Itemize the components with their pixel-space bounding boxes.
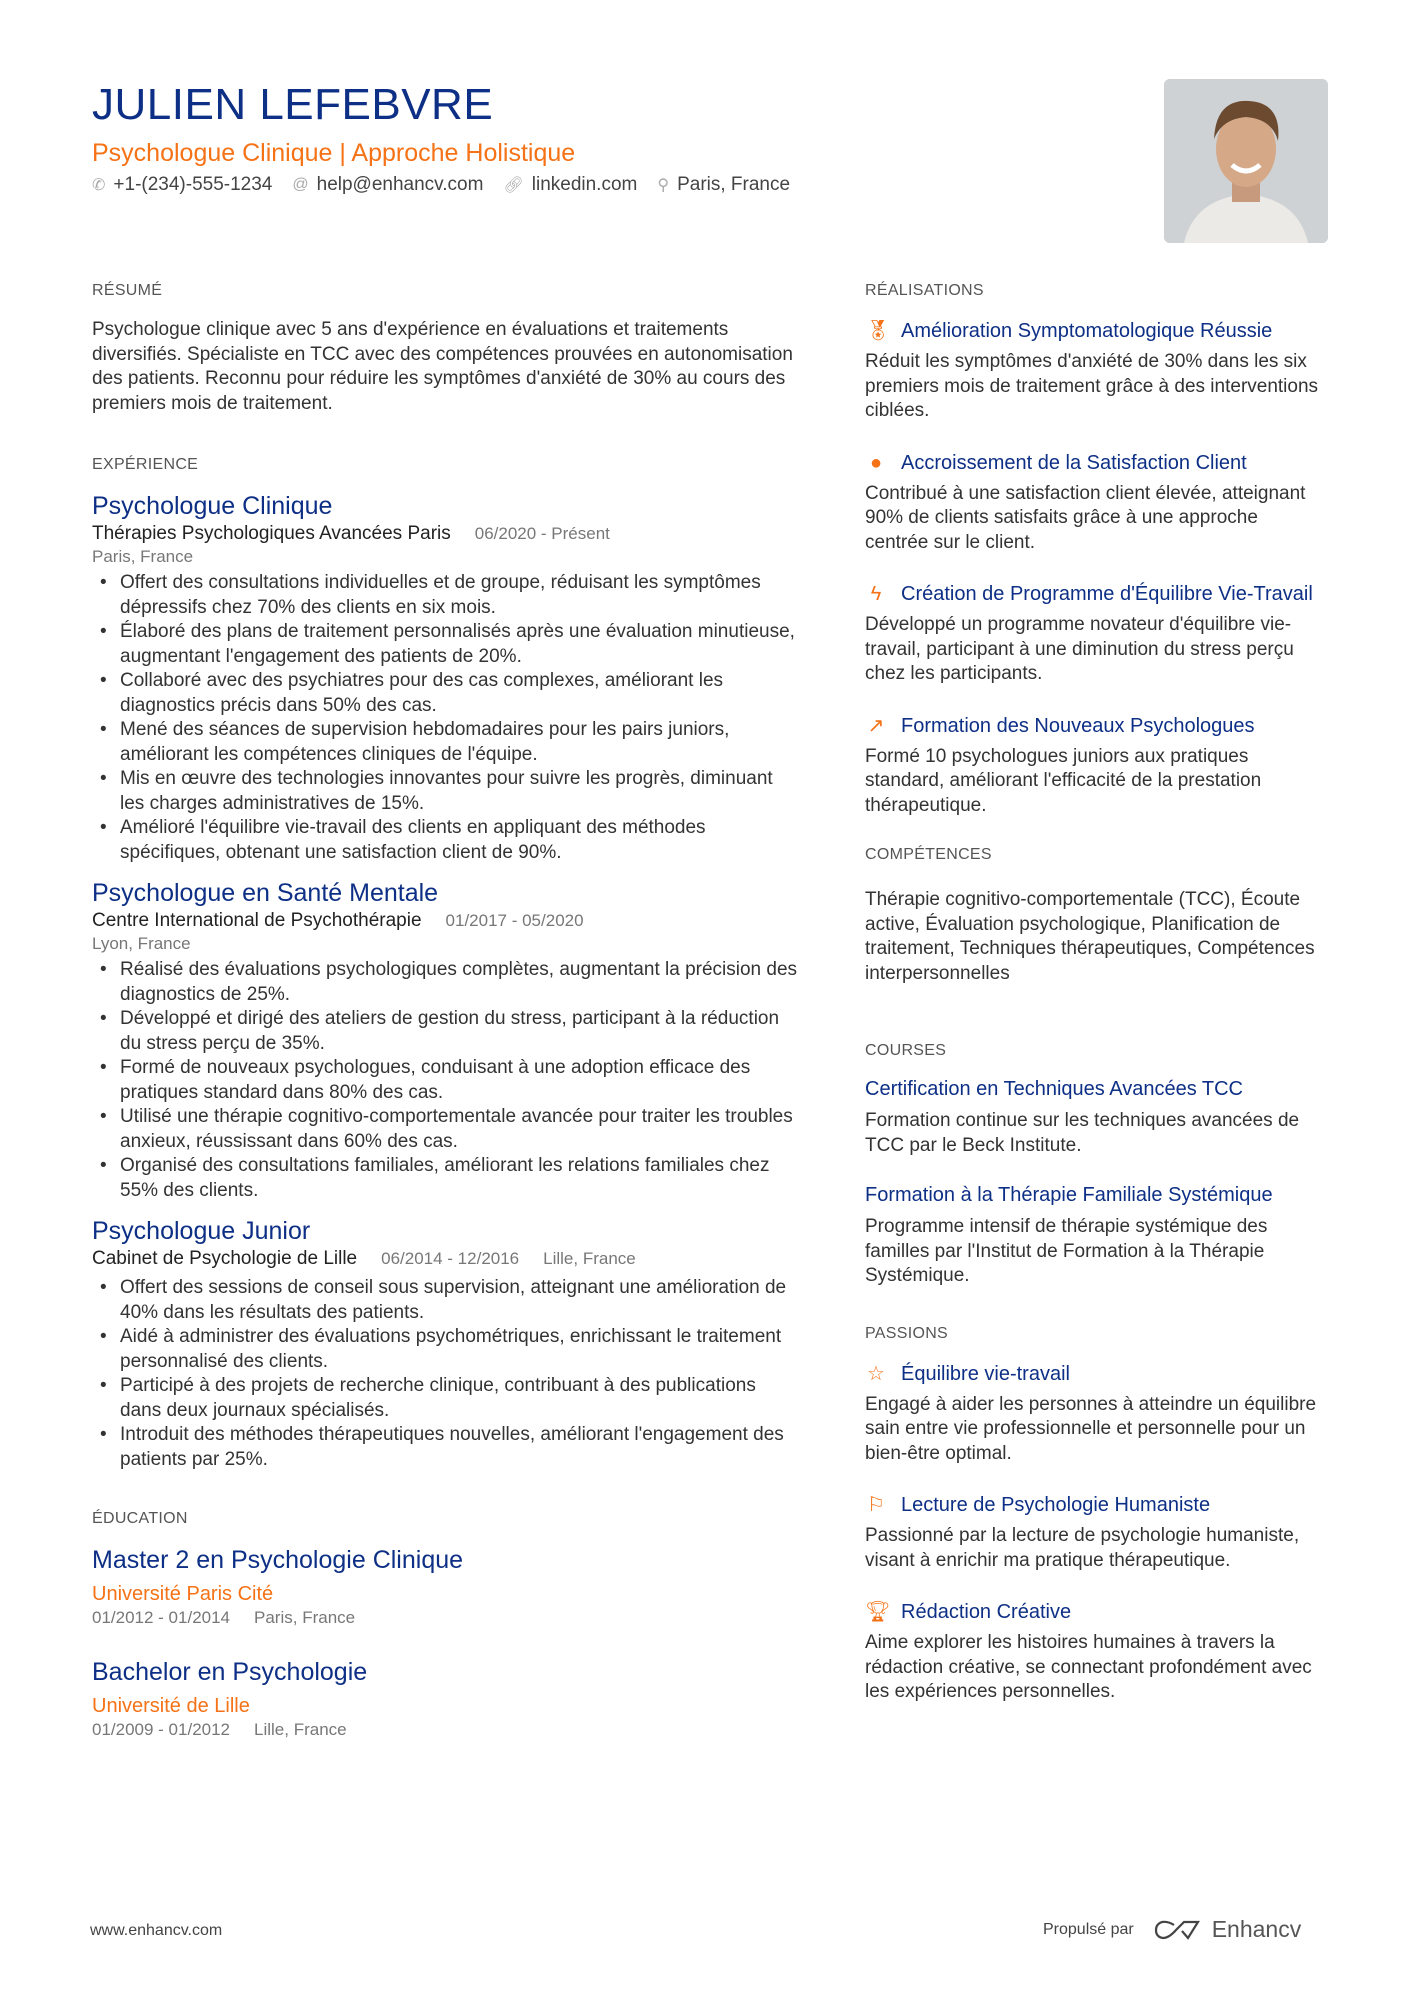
company: Thérapies Psychologiques Avancées Paris [92, 523, 451, 544]
achievement [865, 713, 1325, 819]
passion-title: Lecture de Psychologie Humaniste [901, 1494, 1211, 1516]
degree: Master 2 en Psychologie Clinique [92, 1546, 464, 1574]
education-section [92, 1510, 797, 1740]
passion-text: Engagé à aider les personnes à atteindre un équilibre sain entre vie professionnelle et personnelle pour un bien-être optimal. [865, 1393, 1317, 1464]
achievement [865, 581, 1325, 687]
passion [865, 1361, 1325, 1467]
passion-text: Passionné par la lecture de psychologie humaniste, visant à enrichir ma pratique thérapeutique. [865, 1525, 1300, 1571]
bullet-item: • Collaboré avec des psychiatres pour des cas complexes, améliorant les diagnostics précis dans 50% des cas. [92, 669, 797, 718]
course [865, 1184, 1325, 1289]
bullet-item: • Formé de nouveaux psychologues, conduisant à une adoption efficace des pratiques standard dans 80% des cas. [92, 1056, 797, 1105]
achievement-header [865, 713, 1325, 739]
education-meta [92, 1720, 797, 1740]
job-location: Paris, France [92, 547, 194, 566]
left-column [92, 282, 797, 1780]
skills-section [865, 846, 1325, 986]
bullet-item: • Organisé des consultations familiales, améliorant les relations familiales chez 55% des clients. [92, 1154, 797, 1203]
achievement-text: Formé 10 psychologues juniors aux pratiques standard, améliorant l'efficacité de la prestation thérapeutique. [865, 745, 1262, 816]
job-dates: 01/2017 - 05/2020 [445, 911, 584, 930]
education-entry [92, 1546, 797, 1628]
enhancv-logo[interactable] [1154, 1916, 1302, 1943]
job-company-row [92, 910, 797, 932]
section-heading: EXPÉRIENCE [92, 456, 199, 473]
passion-header [865, 1492, 1325, 1518]
achievement-title: Formation des Nouveaux Psychologues [901, 714, 1255, 737]
education-entry [92, 1658, 797, 1740]
education-location: Lille, France [254, 1720, 347, 1739]
profile-photo [1164, 79, 1328, 243]
course [865, 1078, 1325, 1158]
bullet-item: • Introduit des méthodes thérapeutiques nouvelles, améliorant l'engagement des patients par 25%. [92, 1423, 797, 1472]
bullet-item: • Utilisé une thérapie cognitivo-comportementale avancée pour traiter les troubles anxieux, réussissant dans 60% des cas. [92, 1105, 797, 1154]
achievement-header [865, 450, 1325, 476]
bullet-item: • Mené des séances de supervision hebdomadaires pour les pairs juniors, améliorant les compétences cliniques de l'équipe. [92, 718, 797, 767]
achievement-text: Contribué à une satisfaction client élevée, atteignant 90% de clients satisfaits grâce à une approche centrée sur le client. [865, 482, 1306, 553]
lightning-icon: ϟ [870, 583, 882, 605]
footer-branding [1043, 1916, 1301, 1943]
bullet-item: • Offert des sessions de conseil sous supervision, atteignant une amélioration de 40% dans les résultats des patients. [92, 1276, 797, 1325]
job-company-row [92, 523, 797, 545]
education-location: Paris, France [254, 1608, 356, 1627]
job-title: Psychologue Junior [92, 1217, 311, 1245]
enhancv-logo-icon [1154, 1919, 1200, 1941]
passion-text: Aime explorer les histoires humaines à travers la rédaction créative, se connectant profondément avec les expériences personnelles. [865, 1632, 1312, 1702]
experience-section [92, 456, 797, 1472]
summary-section [92, 282, 797, 416]
job-bullets [92, 1276, 797, 1472]
star-icon: ☆ [867, 1362, 885, 1385]
job-dates: 06/2014 - 12/2016 [381, 1249, 520, 1268]
location: Paris, France [677, 174, 791, 195]
section-heading: PASSIONS [865, 1324, 949, 1342]
job-title: Psychologue Clinique [92, 492, 333, 520]
job-entry [92, 1217, 797, 1472]
bullet-item: • Amélioré l'équilibre vie-travail des clients en appliquant des méthodes spécifiques, obtenant une satisfaction client de 90%. [92, 816, 797, 865]
contact-info [92, 174, 790, 196]
location-pin-icon: ⚲ [657, 177, 670, 194]
degree: Bachelor en Psychologie [92, 1658, 368, 1686]
passion [865, 1492, 1325, 1573]
summary-text: Psychologue clinique avec 5 ans d'expérience en évaluations et traitements diversifiés. Spécialiste en TCC avec des compétences prouvées en autonomisation des patients. Reconnu pour réduire les symptômes d'anxiété de 30% au cours des premiers mois de traitement. [92, 319, 793, 414]
job-bullets [92, 571, 797, 865]
section-heading: RÉSUMÉ [92, 282, 163, 299]
achievement [865, 450, 1325, 556]
link-icon: 🔗︎ [503, 177, 524, 194]
bullet-item: • Participé à des projets de recherche clinique, contribuant à des publications dans deux journaux spécialisés. [92, 1374, 797, 1423]
section-heading: ÉDUCATION [92, 1510, 188, 1527]
candidate-title: Psychologue Clinique | Approche Holistique [92, 139, 576, 167]
school: Université Paris Cité [92, 1583, 274, 1605]
job-bullets [92, 958, 797, 1203]
section-heading: COMPÉTENCES [865, 846, 992, 863]
email[interactable]: help@enhancv.com [316, 174, 484, 195]
skills-text: Thérapie cognitivo-comportementale (TCC), Écoute active, Évaluation psychologique, Planification de traitement, Techniques thérapeutiques, Compétences interpersonnelles [865, 889, 1315, 984]
phone-icon: ✆ [92, 177, 106, 194]
course-title: Certification en Techniques Avancées TCC [865, 1078, 1243, 1100]
section-heading: COURSES [865, 1042, 947, 1059]
education-dates: 01/2012 - 01/2014 [92, 1608, 231, 1627]
job-company-row [92, 1248, 797, 1270]
courses-section [865, 1042, 1325, 1289]
bullet-item: • Aidé à administrer des évaluations psychométriques, enrichissant le traitement personnalisé des clients. [92, 1325, 797, 1374]
section-heading: RÉALISATIONS [865, 282, 984, 299]
education-meta [92, 1608, 797, 1628]
bullet-item: • Développé et dirigé des ateliers de gestion du stress, participant à la réduction du stress perçu de 35%. [92, 1007, 797, 1056]
education-dates: 01/2009 - 01/2012 [92, 1720, 231, 1739]
school: Université de Lille [92, 1695, 250, 1717]
job-entry [92, 492, 797, 865]
job-entry [92, 879, 797, 1203]
achievement-text: Réduit les symptômes d'anxiété de 30% dans les six premiers mois de traitement grâce à des interventions ciblées. [865, 351, 1319, 421]
bullet-item: • Mis en œuvre des technologies innovantes pour suivre les progrès, diminuant les charges administratives de 15%. [92, 767, 797, 816]
head-icon: ● [869, 451, 883, 474]
powered-by: Propulsé par [1043, 1920, 1134, 1938]
bullet-item: • Offert des consultations individuelles et de groupe, réduisant les symptômes dépressifs chez 70% des clients en six mois. [92, 571, 797, 620]
at-icon: @ [292, 176, 309, 193]
linkedin-link[interactable]: linkedin.com [531, 174, 638, 195]
strategy-icon: ↗ [867, 714, 885, 737]
passions-section [865, 1325, 1325, 1705]
footer-website[interactable]: www.enhancv.com [90, 1922, 223, 1939]
company: Cabinet de Psychologie de Lille [92, 1248, 358, 1269]
bullet-item: • Élaboré des plans de traitement personnalisés après une évaluation minutieuse, augmentant l'engagement des patients de 20%. [92, 620, 797, 669]
trophy-icon: 🏆︎ [865, 1601, 891, 1623]
flag-icon: ⚐ [867, 1494, 885, 1516]
job-title: Psychologue en Santé Mentale [92, 879, 439, 907]
course-text: Programme intensif de thérapie systémique des familles par l'Institut de Formation à la Thérapie Systémique. [865, 1216, 1268, 1286]
job-location: Lyon, France [92, 934, 191, 953]
achievement-text: Développé un programme novateur d'équilibre vie-travail, participant à une diminution du stress perçu chez les participants. [865, 614, 1294, 684]
bullet-item: • Réalisé des évaluations psychologiques complètes, augmentant la précision des diagnostics de 25%. [92, 958, 797, 1007]
achievement-header [865, 318, 1325, 344]
passion-header [865, 1361, 1325, 1387]
achievements-section [865, 282, 1325, 818]
job-location: Lille, France [543, 1249, 636, 1268]
achievement-header [865, 581, 1325, 607]
brand-name: Enhancv [1211, 1916, 1302, 1942]
course-text: Formation continue sur les techniques avancées de TCC par le Beck Institute. [865, 1110, 1300, 1156]
phone: +1-(234)-555-1234 [113, 174, 273, 195]
award-icon: 🏅︎ [865, 320, 891, 342]
passion-header [865, 1599, 1325, 1625]
passion [865, 1599, 1325, 1705]
job-dates: 06/2020 - Présent [474, 524, 610, 543]
achievement-title: Amélioration Symptomatologique Réussie [901, 320, 1273, 342]
achievement-title: Création de Programme d'Équilibre Vie-Travail [901, 583, 1313, 605]
course-title: Formation à la Thérapie Familiale Systémique [865, 1184, 1273, 1206]
passion-title: Rédaction Créative [901, 1601, 1072, 1623]
achievement [865, 318, 1325, 424]
company: Centre International de Psychothérapie [92, 910, 422, 931]
achievement-title: Accroissement de la Satisfaction Client [901, 451, 1247, 474]
passion-title: Équilibre vie-travail [901, 1362, 1070, 1385]
right-column [865, 282, 1325, 1745]
candidate-name: JULIEN LEFEBVRE [92, 80, 494, 129]
